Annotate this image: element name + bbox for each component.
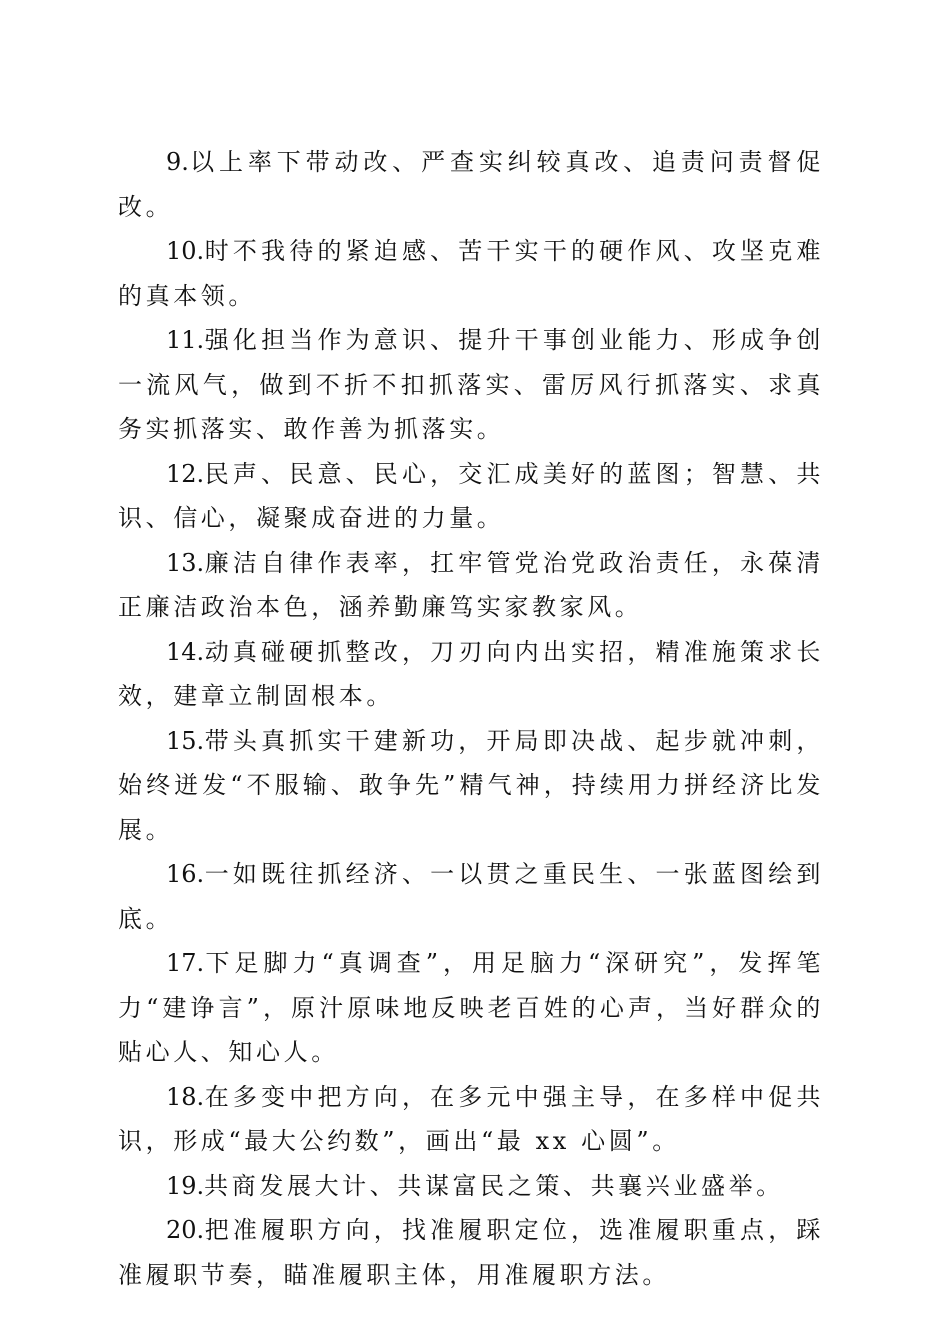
paragraph-12 (118, 452, 824, 541)
paragraph-13 (118, 541, 824, 630)
paragraph-text: 动真碰硬抓整改，刀刃向内出实招，精准施策求长效，建章立制固根本。 (118, 637, 824, 710)
paragraph-text: 带头真抓实干建新功，开局即决战、起步就冲刺，始终迸发“不服输、敢争先”精气神，持续用力拼经济比发展。 (118, 726, 824, 844)
paragraph-number: 15. (166, 726, 205, 755)
paragraph-9 (118, 140, 824, 229)
paragraph-number: 16. (166, 860, 205, 888)
paragraph-number: 11. (166, 326, 205, 354)
paragraph-text: 时不我待的紧迫感、苦干实干的硬作风、攻坚克难的真本领。 (118, 237, 824, 310)
paragraph-19 (118, 1164, 824, 1209)
paragraph-number: 19. (166, 1171, 205, 1200)
paragraph-number: 14. (166, 637, 205, 666)
paragraph-text: 一如既往抓经济、一以贯之重民生、一张蓝图绘到底。 (118, 860, 824, 933)
paragraph-text: 民声、民意、民心，交汇成美好的蓝图；智慧、共识、信心，凝聚成奋进的力量。 (118, 459, 824, 532)
paragraph-15 (118, 719, 824, 853)
paragraph-text: 共商发展大计、共谋富民之策、共襄兴业盛举。 (204, 1171, 784, 1200)
paragraph-18 (118, 1075, 824, 1164)
paragraph-14 (118, 630, 824, 719)
paragraph-number: 13. (166, 548, 205, 577)
paragraph-text: 在多变中把方向，在多元中强主导，在多样中促共识，形成“最大公约数”，画出“最 xx 心圆”。 (118, 1082, 824, 1155)
paragraph-number: 20. (166, 1216, 205, 1244)
paragraph-text: 以上率下带动改、严查实纠较真改、追责问责督促改。 (118, 148, 824, 221)
paragraph-16 (118, 852, 824, 941)
paragraph-number: 9. (166, 148, 189, 176)
paragraph-number: 17. (166, 949, 205, 977)
paragraph-number: 18. (166, 1082, 205, 1111)
paragraph-10 (118, 229, 824, 318)
paragraph-number: 10. (166, 237, 205, 265)
paragraph-17 (118, 941, 824, 1075)
paragraph-text: 廉洁自律作表率，扛牢管党治党政治责任，永葆清正廉洁政治本色，涵养勤廉笃实家教家风。 (118, 548, 824, 621)
document-body (118, 140, 824, 1297)
paragraph-text: 把准履职方向，找准履职定位，选准履职重点，踩准履职节奏，瞄准履职主体，用准履职方法。 (118, 1216, 824, 1289)
paragraph-text: 强化担当作为意识、提升干事创业能力、形成争创一流风气，做到不折不扣抓落实、雷厉风行抓落实、求真务实抓落实、敢作善为抓落实。 (118, 326, 824, 443)
paragraph-number: 12. (166, 459, 205, 488)
paragraph-20 (118, 1208, 824, 1297)
paragraph-text: 下足脚力“真调查”，用足脑力“深研究”，发挥笔力“建诤言”，原汁原味地反映老百姓的心声，当好群众的贴心人、知心人。 (118, 949, 824, 1066)
paragraph-11 (118, 318, 824, 452)
